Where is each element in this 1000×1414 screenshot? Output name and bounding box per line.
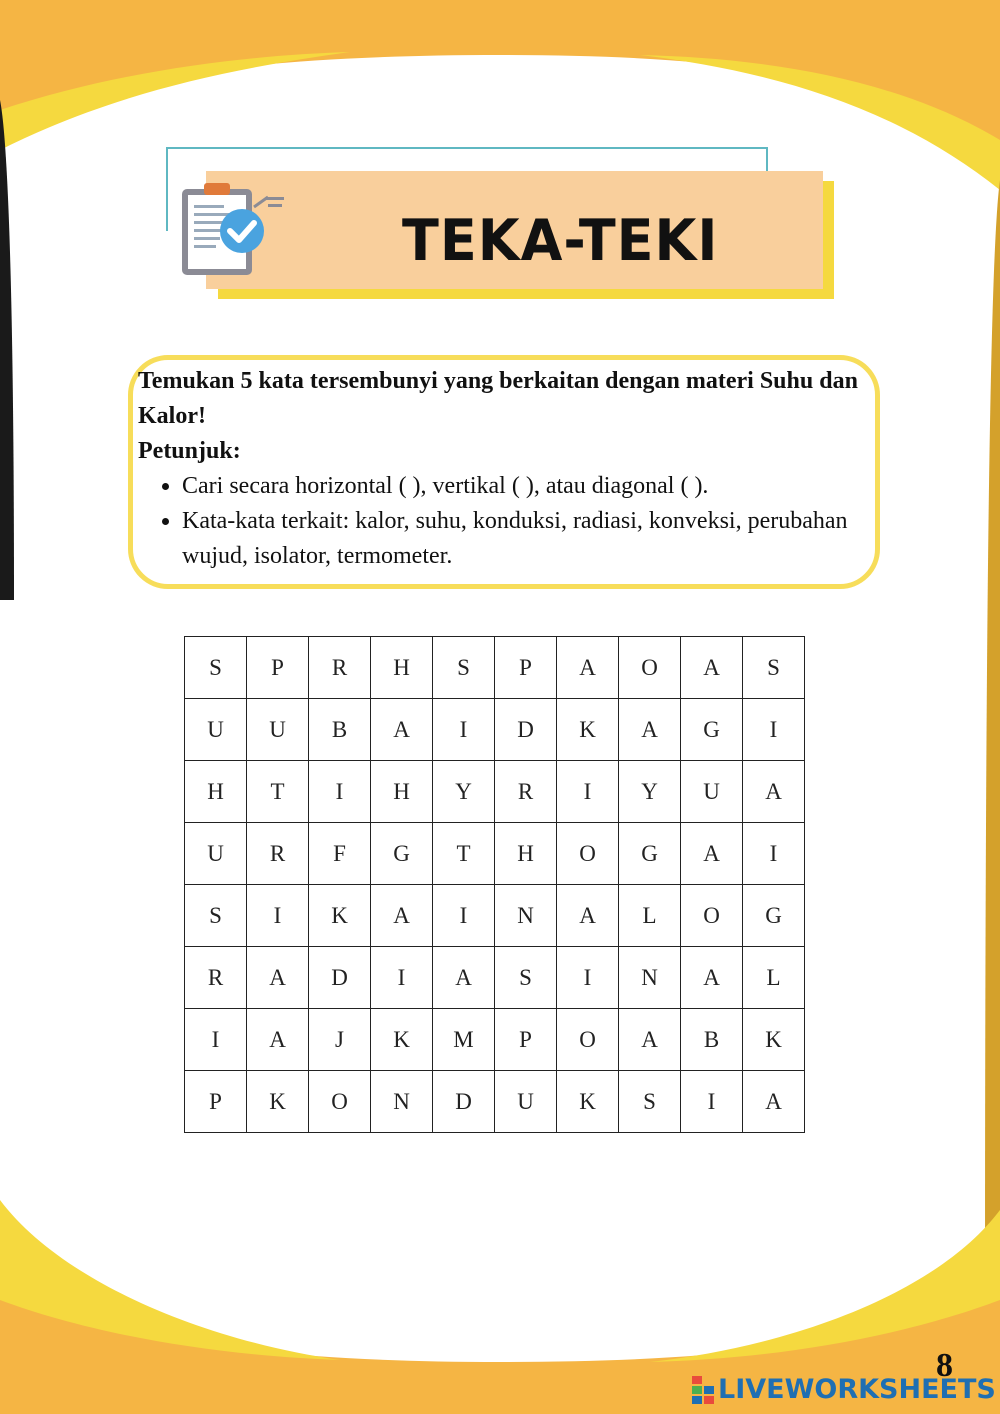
grid-cell[interactable]: K (309, 885, 371, 947)
grid-cell[interactable]: A (681, 823, 743, 885)
grid-row (185, 823, 805, 885)
grid-cell[interactable]: I (433, 699, 495, 761)
grid-cell[interactable]: A (619, 1009, 681, 1071)
grid-cell[interactable]: B (681, 1009, 743, 1071)
grid-cell[interactable]: P (495, 1009, 557, 1071)
grid-cell[interactable]: A (371, 885, 433, 947)
grid-cell[interactable]: U (681, 761, 743, 823)
grid-row (185, 947, 805, 1009)
grid-cell[interactable]: A (743, 761, 805, 823)
watermark-text: LIVEWORKSHEETS (718, 1374, 996, 1405)
grid-cell[interactable]: G (743, 885, 805, 947)
word-search-grid (184, 636, 805, 1133)
grid-cell[interactable]: A (681, 947, 743, 1009)
grid-row (185, 637, 805, 699)
title-outline-right (766, 147, 768, 171)
grid-cell[interactable]: T (433, 823, 495, 885)
grid-cell[interactable]: O (619, 637, 681, 699)
grid-cell[interactable]: S (743, 637, 805, 699)
grid-cell[interactable]: O (681, 885, 743, 947)
grid-cell[interactable]: S (185, 885, 247, 947)
grid-row (185, 699, 805, 761)
grid-cell[interactable]: P (247, 637, 309, 699)
grid-cell[interactable]: R (247, 823, 309, 885)
grid-cell[interactable]: K (743, 1009, 805, 1071)
grid-cell[interactable]: I (557, 947, 619, 1009)
grid-cell[interactable]: R (495, 761, 557, 823)
grid-cell[interactable]: S (185, 637, 247, 699)
grid-cell[interactable]: S (433, 637, 495, 699)
grid-cell[interactable]: A (619, 699, 681, 761)
grid-row (185, 1009, 805, 1071)
grid-cell[interactable]: I (185, 1009, 247, 1071)
grid-cell[interactable]: S (619, 1071, 681, 1133)
grid-cell[interactable]: R (185, 947, 247, 1009)
grid-cell[interactable]: R (309, 637, 371, 699)
grid-cell[interactable]: A (247, 1009, 309, 1071)
grid-cell[interactable]: B (309, 699, 371, 761)
grid-cell[interactable]: A (557, 885, 619, 947)
grid-cell[interactable]: A (681, 637, 743, 699)
grid-cell[interactable]: O (309, 1071, 371, 1133)
grid-cell[interactable]: U (185, 699, 247, 761)
grid-cell[interactable]: A (557, 637, 619, 699)
grid-cell[interactable]: U (247, 699, 309, 761)
grid-cell[interactable]: G (371, 823, 433, 885)
grid-cell[interactable]: N (495, 885, 557, 947)
grid-cell[interactable]: H (185, 761, 247, 823)
grid-cell[interactable]: I (433, 885, 495, 947)
grid-cell[interactable]: T (247, 761, 309, 823)
grid-cell[interactable]: G (619, 823, 681, 885)
instruction-intro: Temukan 5 kata tersembunyi yang berkaitan dengan materi Suhu dan Kalor! (138, 368, 858, 429)
grid-row (185, 1071, 805, 1133)
grid-cell[interactable]: O (557, 1009, 619, 1071)
grid-cell[interactable]: K (247, 1071, 309, 1133)
grid-cell[interactable]: I (557, 761, 619, 823)
hint-item-words: • Kata-kata terkait: kalor, suhu, konduksi, radiasi, konveksi, perubahan wujud, isolator, termometer. (182, 504, 878, 574)
grid-cell[interactable]: Y (619, 761, 681, 823)
grid-cell[interactable]: I (247, 885, 309, 947)
hint-list (138, 469, 878, 574)
grid-cell[interactable]: P (495, 637, 557, 699)
grid-cell[interactable]: U (495, 1071, 557, 1133)
grid-row (185, 885, 805, 947)
grid-cell[interactable]: D (495, 699, 557, 761)
grid-cell[interactable]: J (309, 1009, 371, 1071)
instruction-text (138, 364, 878, 574)
grid-cell[interactable]: I (309, 761, 371, 823)
grid-cell[interactable]: F (309, 823, 371, 885)
liveworksheets-watermark (692, 1374, 996, 1405)
grid-cell[interactable]: A (247, 947, 309, 1009)
grid-cell[interactable]: L (619, 885, 681, 947)
grid-row (185, 761, 805, 823)
title-banner (166, 147, 836, 302)
grid-cell[interactable]: D (309, 947, 371, 1009)
title-outline-left (166, 147, 168, 231)
page-title: TEKA-TEKI (402, 207, 719, 274)
grid-cell[interactable]: H (371, 637, 433, 699)
grid-cell[interactable]: L (743, 947, 805, 1009)
grid-cell[interactable]: H (495, 823, 557, 885)
liveworksheets-logo-icon (692, 1376, 714, 1404)
grid-cell[interactable]: I (681, 1071, 743, 1133)
grid-cell[interactable]: G (681, 699, 743, 761)
grid-cell[interactable]: K (557, 699, 619, 761)
grid-cell[interactable]: O (557, 823, 619, 885)
grid-cell[interactable]: K (557, 1071, 619, 1133)
grid-cell[interactable]: A (371, 699, 433, 761)
grid-cell[interactable]: U (185, 823, 247, 885)
grid-cell[interactable]: A (433, 947, 495, 1009)
grid-cell[interactable]: S (495, 947, 557, 1009)
grid-cell[interactable]: M (433, 1009, 495, 1071)
grid-cell[interactable]: A (743, 1071, 805, 1133)
grid-cell[interactable]: I (371, 947, 433, 1009)
grid-cell[interactable]: N (371, 1071, 433, 1133)
grid-cell[interactable]: K (371, 1009, 433, 1071)
grid-cell[interactable]: H (371, 761, 433, 823)
grid-cell[interactable]: Y (433, 761, 495, 823)
hint-item-directions: • Cari secara horizontal ( ), vertikal ( ), atau diagonal ( ). (182, 469, 878, 504)
grid-cell[interactable]: P (185, 1071, 247, 1133)
hint-label: Petunjuk: (138, 438, 241, 464)
clipboard-check-icon (176, 179, 286, 279)
grid-cell[interactable]: N (619, 947, 681, 1009)
grid-cell[interactable]: I (743, 823, 805, 885)
grid-cell[interactable]: I (743, 699, 805, 761)
grid-cell[interactable]: D (433, 1071, 495, 1133)
page-number: 8 (936, 1347, 953, 1384)
